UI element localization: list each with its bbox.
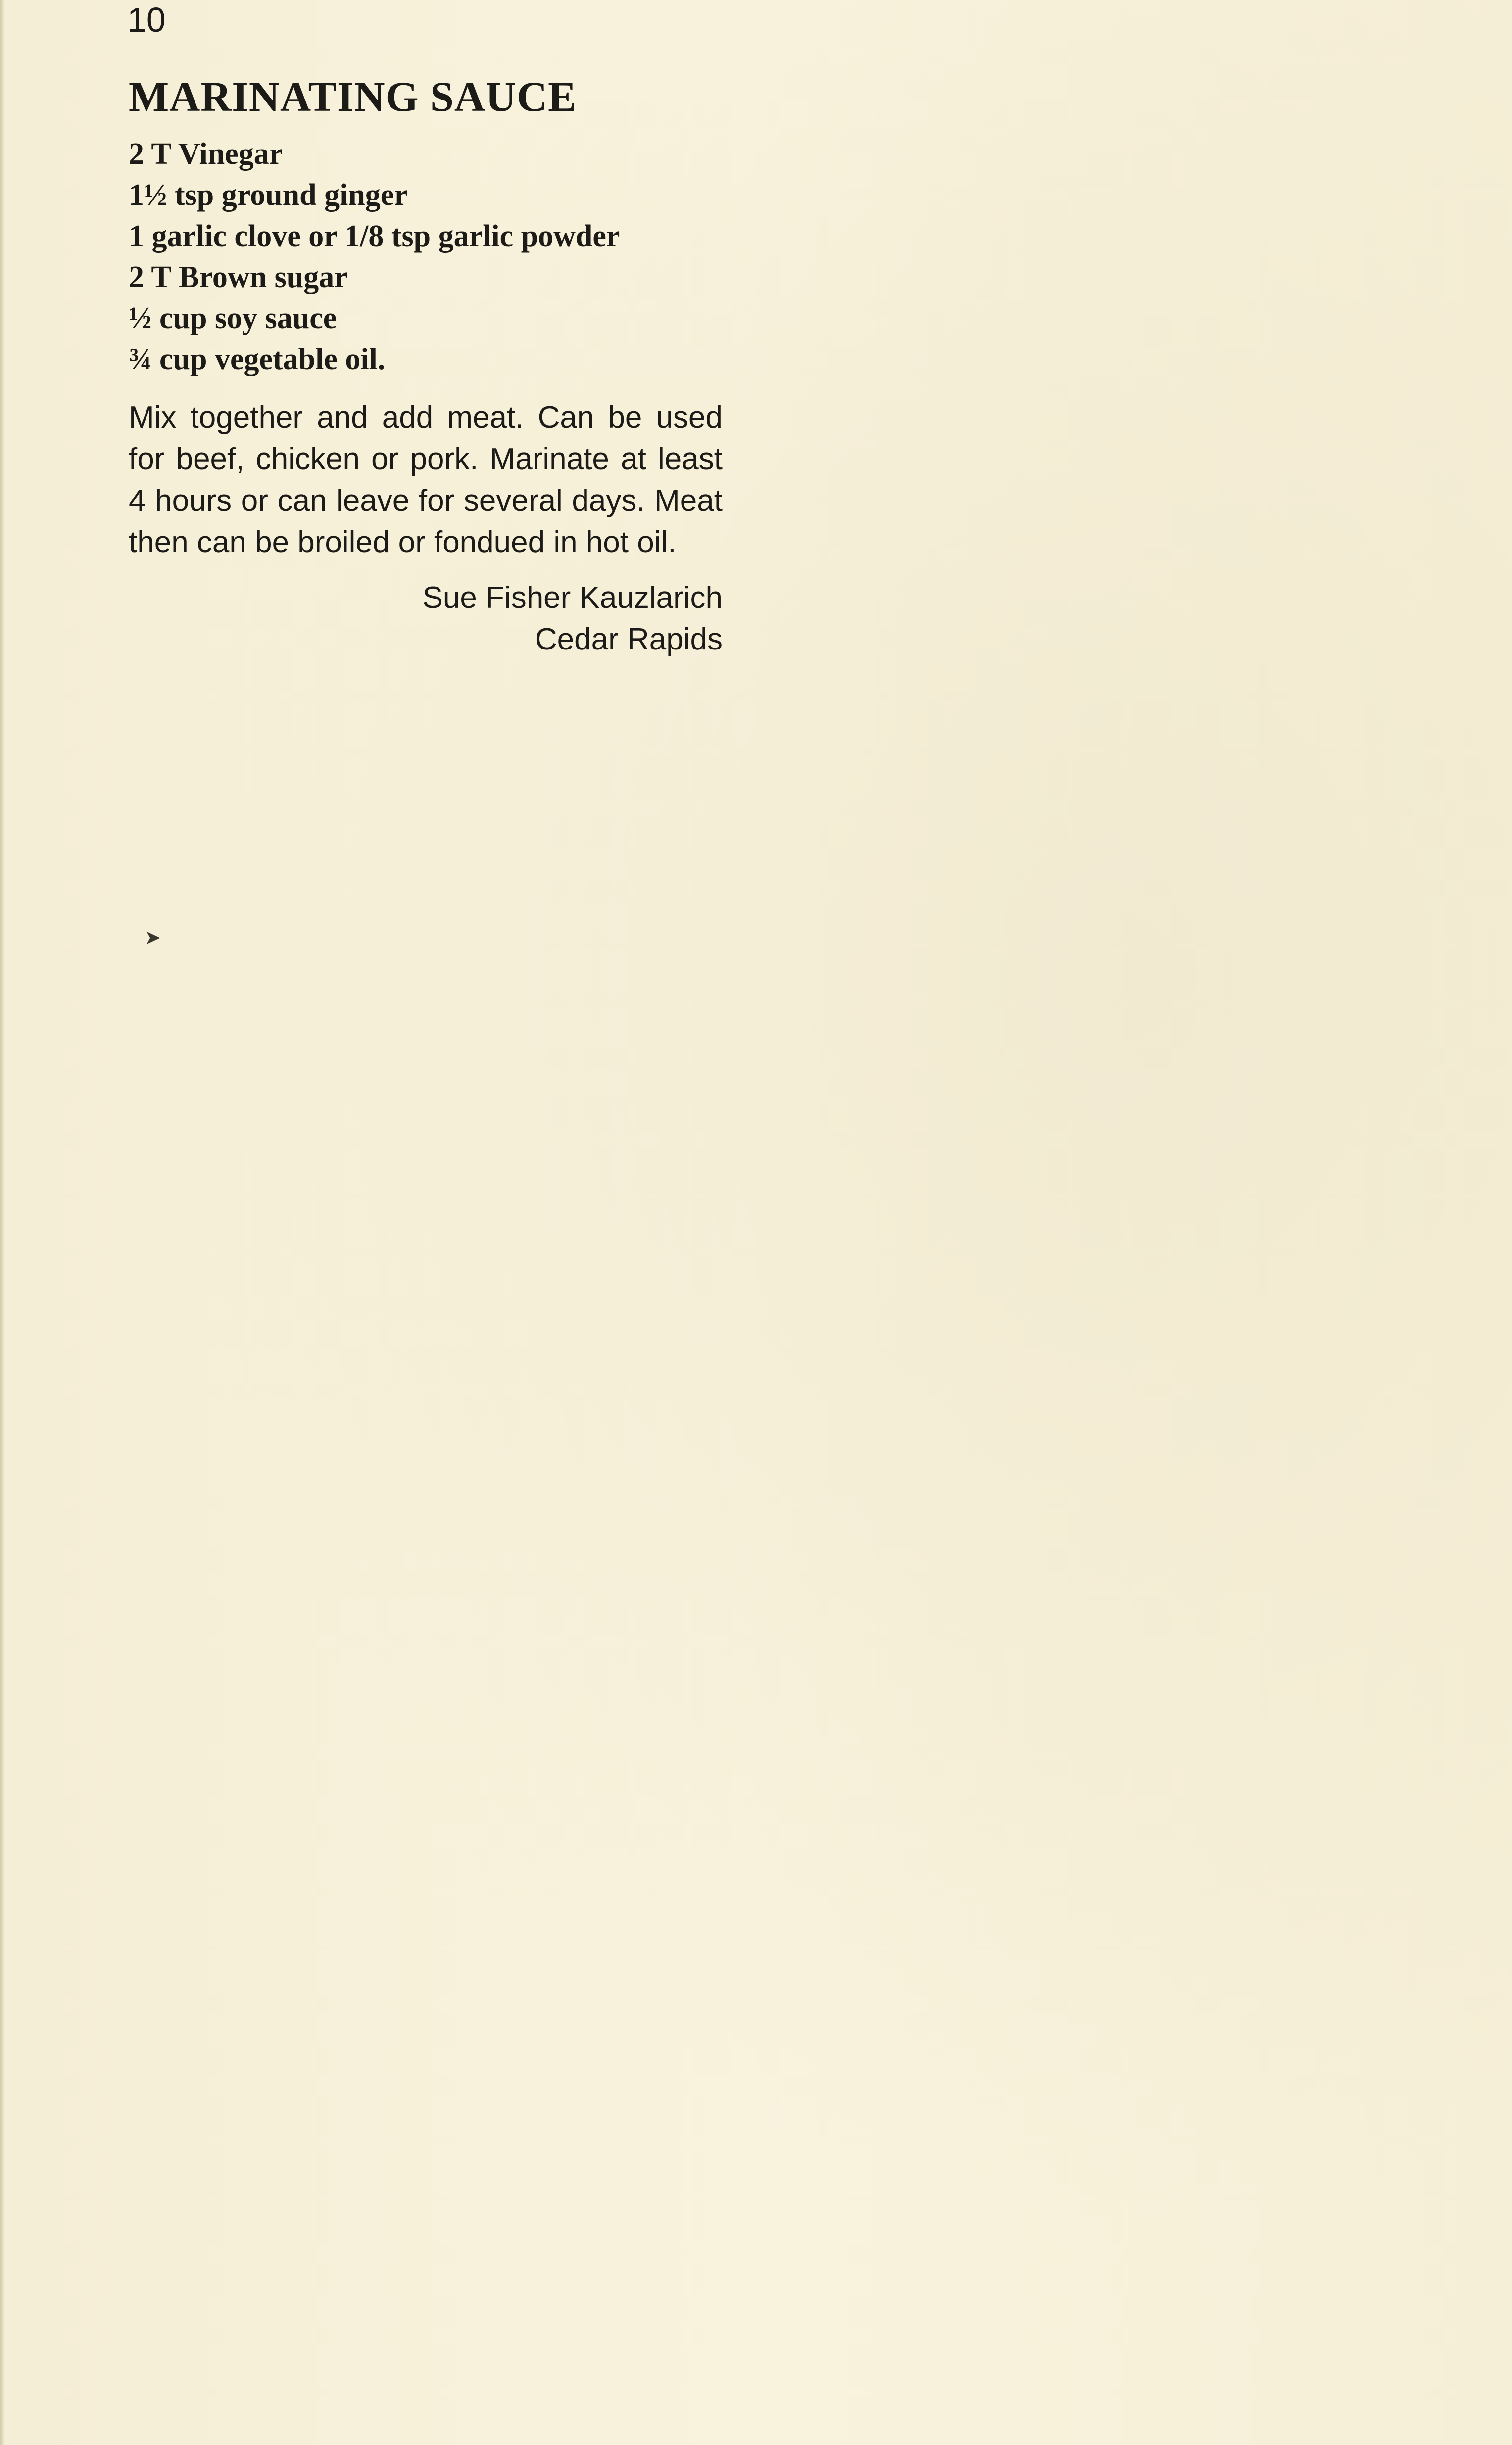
recipe-author: Sue Fisher Kauzlarich <box>422 581 723 615</box>
ingredient-item: 2 T Brown sugar <box>129 260 348 294</box>
ingredient-list <box>129 134 723 380</box>
recipe-title: MARINATING SAUCE <box>129 73 577 120</box>
recipe-block <box>129 69 723 660</box>
ingredient-item: ¾ cup vegetable oil. <box>129 343 386 376</box>
ingredient-item: 1½ tsp ground ginger <box>129 178 408 212</box>
page-number: 10 <box>127 0 166 39</box>
ingredient-item: 1 garlic clove or 1/8 tsp garlic powder <box>129 219 620 253</box>
page-binding-edge <box>0 0 5 2445</box>
ingredient-item: ½ cup soy sauce <box>129 301 337 335</box>
stray-ink-mark: ➤ <box>145 926 161 948</box>
recipe-instructions: Mix together and add meat. Can be used for beef, chicken or pork. Marinate at least 4 hours or can leave for several days. Meat then can be broiled or fondued in hot oil. <box>129 400 723 559</box>
recipe-attribution <box>129 577 723 660</box>
ingredient-item: 2 T Vinegar <box>129 137 283 171</box>
recipe-location: Cedar Rapids <box>535 622 723 656</box>
